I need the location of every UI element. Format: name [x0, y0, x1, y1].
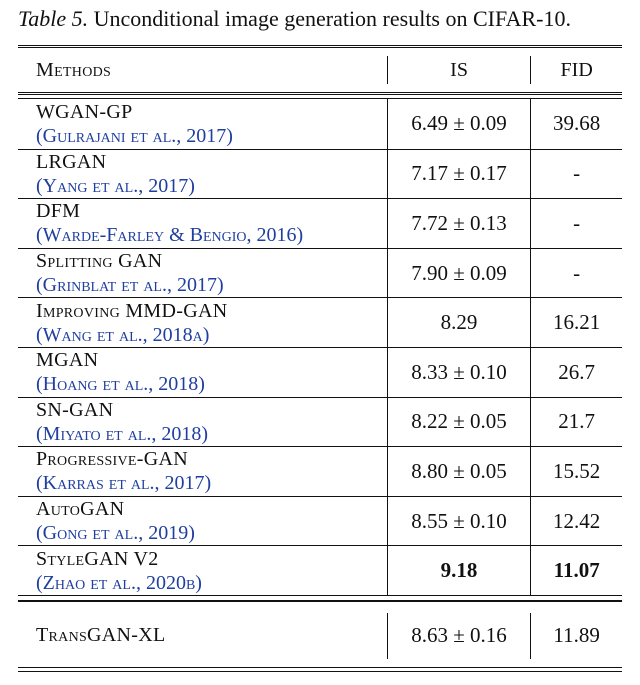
table-row [18, 545, 622, 595]
header-fid: FID [530, 56, 622, 84]
is-value: 8.33 ± 0.10 [387, 348, 531, 397]
citation-link[interactable]: (Wang et al., 2018a) [36, 323, 210, 346]
table-caption [18, 6, 571, 32]
method-cell [18, 546, 387, 595]
citation-link[interactable]: (Miyato et al., 2018) [36, 422, 209, 445]
method-name: AutoGAN [36, 498, 125, 521]
is-value: 7.72 ± 0.13 [387, 199, 531, 248]
citation-link[interactable]: (Gong et al., 2019) [36, 522, 195, 545]
method-name: Improving MMD-GAN [36, 299, 228, 322]
header-methods: Methods [36, 58, 112, 81]
caption-text: Unconditional image generation results on CIFAR-10. [93, 6, 571, 31]
method-cell [18, 199, 387, 248]
table-row [18, 496, 622, 546]
fid-value: 11.07 [530, 546, 622, 595]
method-name: MGAN [36, 349, 99, 372]
header-is: IS [387, 56, 531, 84]
citation-link[interactable]: (Hoang et al., 2018) [36, 373, 205, 396]
table-header [18, 48, 622, 92]
fid-value: 39.68 [530, 99, 622, 149]
is-value: 7.90 ± 0.09 [387, 249, 531, 298]
table-row [18, 149, 622, 199]
is-value: 8.80 ± 0.05 [387, 447, 531, 496]
method-cell [18, 150, 387, 199]
method-name: Splitting GAN [36, 250, 163, 273]
method-cell [18, 249, 387, 298]
method-cell [18, 298, 387, 347]
method-name: TransGAN-XL [36, 624, 166, 647]
method-name: StyleGAN V2 [36, 547, 159, 570]
is-value: 9.18 [387, 546, 531, 595]
fid-value: 11.89 [530, 613, 622, 659]
method-cell [18, 99, 387, 149]
table-row [18, 397, 622, 447]
method-cell [18, 398, 387, 447]
final-section [18, 601, 622, 668]
fid-value: - [530, 249, 622, 298]
results-table [18, 45, 622, 672]
fid-value: - [530, 150, 622, 199]
fid-value: 21.7 [530, 398, 622, 447]
citation-link[interactable]: (Warde-Farley & Bengio, 2016) [36, 224, 304, 247]
fid-value: 16.21 [530, 298, 622, 347]
is-value: 7.17 ± 0.17 [387, 150, 531, 199]
table-row-transgan [18, 605, 622, 668]
method-name: LRGAN [36, 150, 107, 173]
is-value: 6.49 ± 0.09 [387, 99, 531, 149]
table-row [18, 297, 622, 347]
table-row [18, 347, 622, 397]
fid-value: 15.52 [530, 447, 622, 496]
is-value: 8.55 ± 0.10 [387, 497, 531, 546]
table-row [18, 99, 622, 149]
method-cell [18, 497, 387, 546]
method-name: Progressive-GAN [36, 448, 188, 471]
method-name: WGAN-GP [36, 100, 133, 123]
table-row [18, 248, 622, 298]
citation-link[interactable]: (Yang et al., 2017) [36, 174, 195, 197]
citation-link[interactable]: (Gulrajani et al., 2017) [36, 124, 233, 147]
citation-link[interactable]: (Zhao et al., 2020b) [36, 571, 202, 594]
method-name: SN-GAN [36, 398, 114, 421]
citation-link[interactable]: (Karras et al., 2017) [36, 472, 212, 495]
citation-link[interactable]: (Grinblat et al., 2017) [36, 274, 224, 297]
is-value: 8.63 ± 0.16 [387, 613, 531, 659]
header-rule [18, 92, 622, 95]
fid-value: - [530, 199, 622, 248]
is-value: 8.29 [387, 298, 531, 347]
caption-label: Table 5. [18, 6, 89, 31]
table-row [18, 198, 622, 248]
table-row [18, 446, 622, 496]
fid-value: 12.42 [530, 497, 622, 546]
method-cell [18, 447, 387, 496]
fid-value: 26.7 [530, 348, 622, 397]
bottom-rule [18, 668, 622, 672]
method-name: DFM [36, 200, 81, 223]
is-value: 8.22 ± 0.05 [387, 398, 531, 447]
method-cell [18, 348, 387, 397]
table-body [18, 98, 622, 596]
